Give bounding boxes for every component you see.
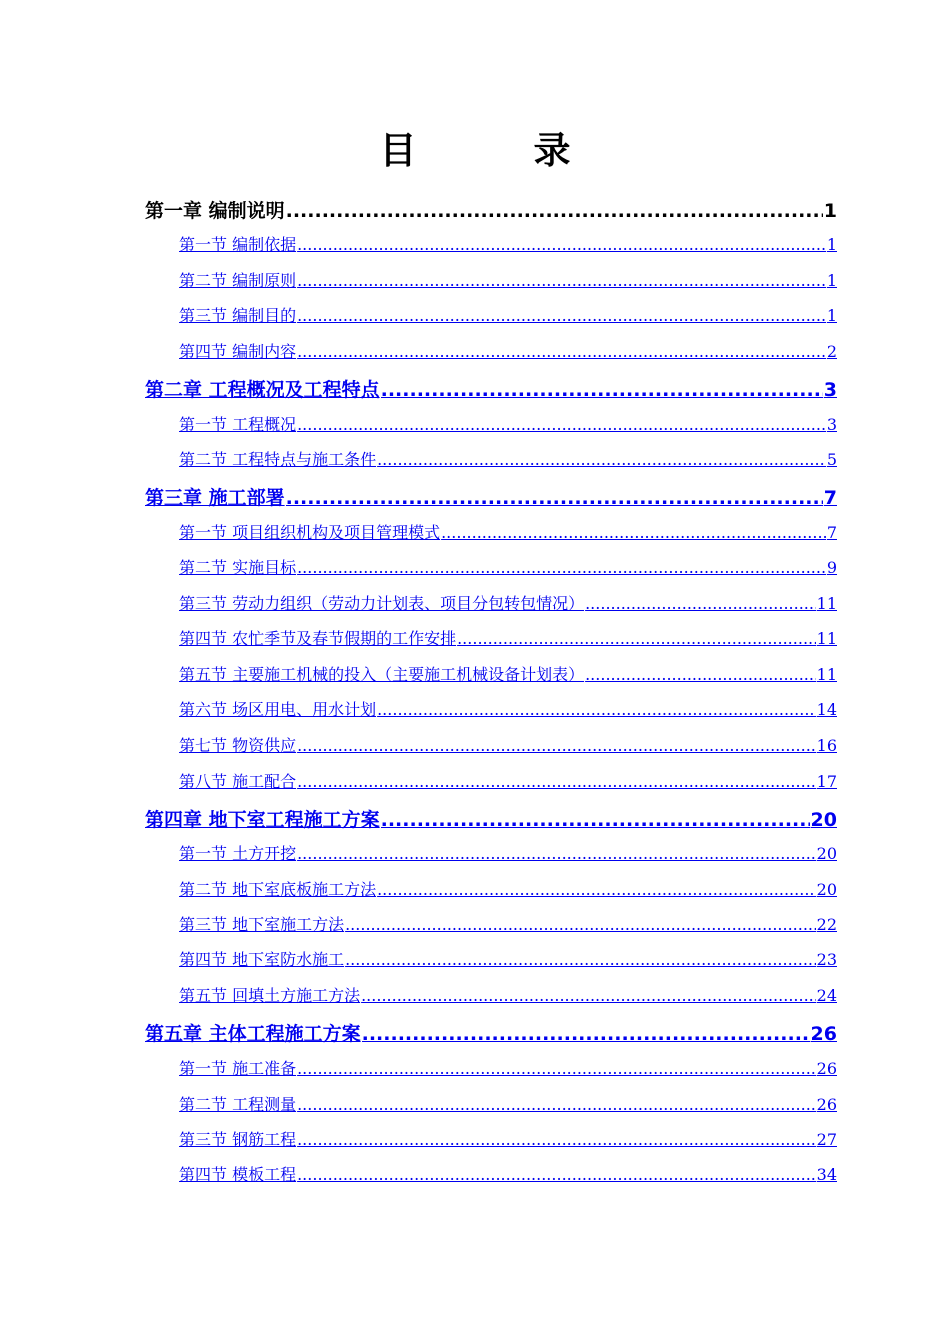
toc-entry-label: 第八节 施工配合	[179, 772, 297, 791]
toc-chapter-entry[interactable]	[145, 805, 837, 832]
toc-page-number: 34	[816, 1165, 837, 1184]
toc-section-entry[interactable]	[179, 1092, 837, 1115]
dot-leader	[361, 986, 816, 1005]
toc-entry-label: 第二节 实施目标	[179, 558, 297, 577]
toc-page-number: 23	[816, 950, 837, 969]
toc-page-number: 14	[816, 700, 837, 719]
toc-entry-label: 第三章 施工部署	[145, 487, 285, 509]
toc-entry-label: 第一节 施工准备	[179, 1059, 297, 1078]
toc-section-entry[interactable]	[179, 983, 837, 1006]
toc-entry-label: 第五节 回填土方施工方法	[179, 986, 361, 1005]
toc-page-number: 5	[826, 450, 837, 469]
toc-section-entry[interactable]	[179, 697, 837, 720]
toc-page-number: 11	[816, 594, 837, 613]
toc-section-entry[interactable]	[179, 268, 837, 291]
toc-page-number: 7	[823, 487, 837, 509]
dot-leader	[297, 736, 816, 755]
toc-entry-label: 第四章 地下室工程施工方案	[145, 809, 380, 831]
toc-section-entry[interactable]	[179, 733, 837, 756]
dot-leader	[297, 271, 826, 290]
dot-leader	[377, 880, 816, 899]
toc-page-number: 26	[816, 1059, 837, 1078]
dot-leader	[297, 306, 826, 325]
dot-leader	[297, 235, 826, 254]
dot-leader	[286, 200, 823, 222]
dot-leader	[286, 487, 823, 509]
toc-page-number: 24	[816, 986, 837, 1005]
toc-section-entry[interactable]	[179, 232, 837, 255]
toc-entry-label: 第三节 钢筋工程	[179, 1130, 297, 1149]
toc-page-number: 22	[816, 915, 837, 934]
toc-section-entry[interactable]	[179, 1056, 837, 1079]
toc-section-entry[interactable]	[179, 412, 837, 435]
toc-page-number: 20	[816, 880, 837, 899]
toc-page-number: 1	[826, 235, 837, 254]
toc-page-number: 11	[816, 665, 837, 684]
dot-leader	[297, 772, 816, 791]
toc-entry-label: 第三节 地下室施工方法	[179, 915, 345, 934]
toc-section-entry[interactable]	[179, 947, 837, 970]
toc-page-number: 3	[826, 415, 837, 434]
toc-section-entry[interactable]	[179, 447, 837, 470]
dot-leader	[585, 665, 816, 684]
dot-leader	[377, 450, 826, 469]
toc-section-entry[interactable]	[179, 626, 837, 649]
toc-chapter-entry[interactable]	[145, 375, 837, 402]
dot-leader	[297, 1095, 816, 1114]
toc-page-number: 3	[823, 379, 837, 401]
toc-section-entry[interactable]	[179, 662, 837, 685]
toc-page-number: 9	[826, 558, 837, 577]
toc-chapter-entry[interactable]	[145, 483, 837, 510]
toc-section-entry[interactable]	[179, 912, 837, 935]
toc-page-number: 1	[826, 306, 837, 325]
toc-entry-label: 第一章 编制说明	[145, 200, 285, 222]
dot-leader	[345, 915, 816, 934]
toc-section-entry[interactable]	[179, 769, 837, 792]
toc-entry-label: 第四节 模板工程	[179, 1165, 297, 1184]
dot-leader	[585, 594, 816, 613]
toc-section-entry[interactable]	[179, 841, 837, 864]
toc-entry-label: 第二章 工程概况及工程特点	[145, 379, 380, 401]
toc-section-entry[interactable]	[179, 555, 837, 578]
dot-leader	[297, 1059, 816, 1078]
toc-title: 目 录	[379, 129, 611, 172]
toc-page-number: 20	[810, 809, 837, 831]
toc-page-number: 2	[826, 342, 837, 361]
toc-entry-label: 第四节 地下室防水施工	[179, 950, 345, 969]
dot-leader	[297, 844, 816, 863]
toc-entry-label: 第四节 农忙季节及春节假期的工作安排	[179, 629, 457, 648]
toc-entry-label: 第六节 场区用电、用水计划	[179, 700, 377, 719]
dot-leader	[457, 629, 816, 648]
toc-page-number: 7	[826, 523, 837, 542]
toc-entry-label: 第二节 工程特点与施工条件	[179, 450, 377, 469]
toc-page-number: 26	[810, 1023, 837, 1045]
dot-leader	[381, 809, 810, 831]
toc-section-entry[interactable]	[179, 877, 837, 900]
toc-section-entry[interactable]	[179, 303, 837, 326]
toc-entry-label: 第二节 编制原则	[179, 271, 297, 290]
dot-leader	[297, 415, 826, 434]
toc-section-entry[interactable]	[179, 520, 837, 543]
toc-page-number: 11	[816, 629, 837, 648]
toc-section-entry[interactable]	[179, 339, 837, 362]
toc-page-number: 26	[816, 1095, 837, 1114]
toc-entry-label: 第一节 土方开挖	[179, 844, 297, 863]
toc-page-number: 16	[816, 736, 837, 755]
toc-section-entry[interactable]	[179, 1162, 837, 1185]
toc-entry-label: 第五章 主体工程施工方案	[145, 1023, 361, 1045]
toc-entry-label: 第二节 工程测量	[179, 1095, 297, 1114]
dot-leader	[441, 523, 826, 542]
toc-entry-label: 第五节 主要施工机械的投入（主要施工机械设备计划表）	[179, 665, 585, 684]
dot-leader	[297, 558, 826, 577]
toc-page-number: 1	[826, 271, 837, 290]
toc-section-entry[interactable]	[179, 591, 837, 614]
dot-leader	[297, 1130, 816, 1149]
toc-page-number: 20	[816, 844, 837, 863]
toc-page-number: 17	[816, 772, 837, 791]
toc-entry-label: 第一节 编制依据	[179, 235, 297, 254]
toc-entry-label: 第一节 项目组织机构及项目管理模式	[179, 523, 441, 542]
toc-entry-label: 第三节 劳动力组织（劳动力计划表、项目分包转包情况）	[179, 594, 585, 613]
dot-leader	[362, 1023, 810, 1045]
dot-leader	[345, 950, 816, 969]
toc-page-number: 1	[823, 200, 837, 222]
dot-leader	[381, 379, 823, 401]
toc-entry-label: 第二节 地下室底板施工方法	[179, 880, 377, 899]
toc-section-entry[interactable]	[179, 1127, 837, 1150]
toc-chapter-entry[interactable]	[145, 196, 837, 223]
toc-entry-label: 第三节 编制目的	[179, 306, 297, 325]
toc-entry-label: 第七节 物资供应	[179, 736, 297, 755]
toc-entry-label: 第一节 工程概况	[179, 415, 297, 434]
dot-leader	[377, 700, 816, 719]
toc-page-number: 27	[816, 1130, 837, 1149]
dot-leader	[297, 1165, 816, 1184]
toc-chapter-entry[interactable]	[145, 1019, 837, 1046]
toc-entry-label: 第四节 编制内容	[179, 342, 297, 361]
dot-leader	[297, 342, 826, 361]
